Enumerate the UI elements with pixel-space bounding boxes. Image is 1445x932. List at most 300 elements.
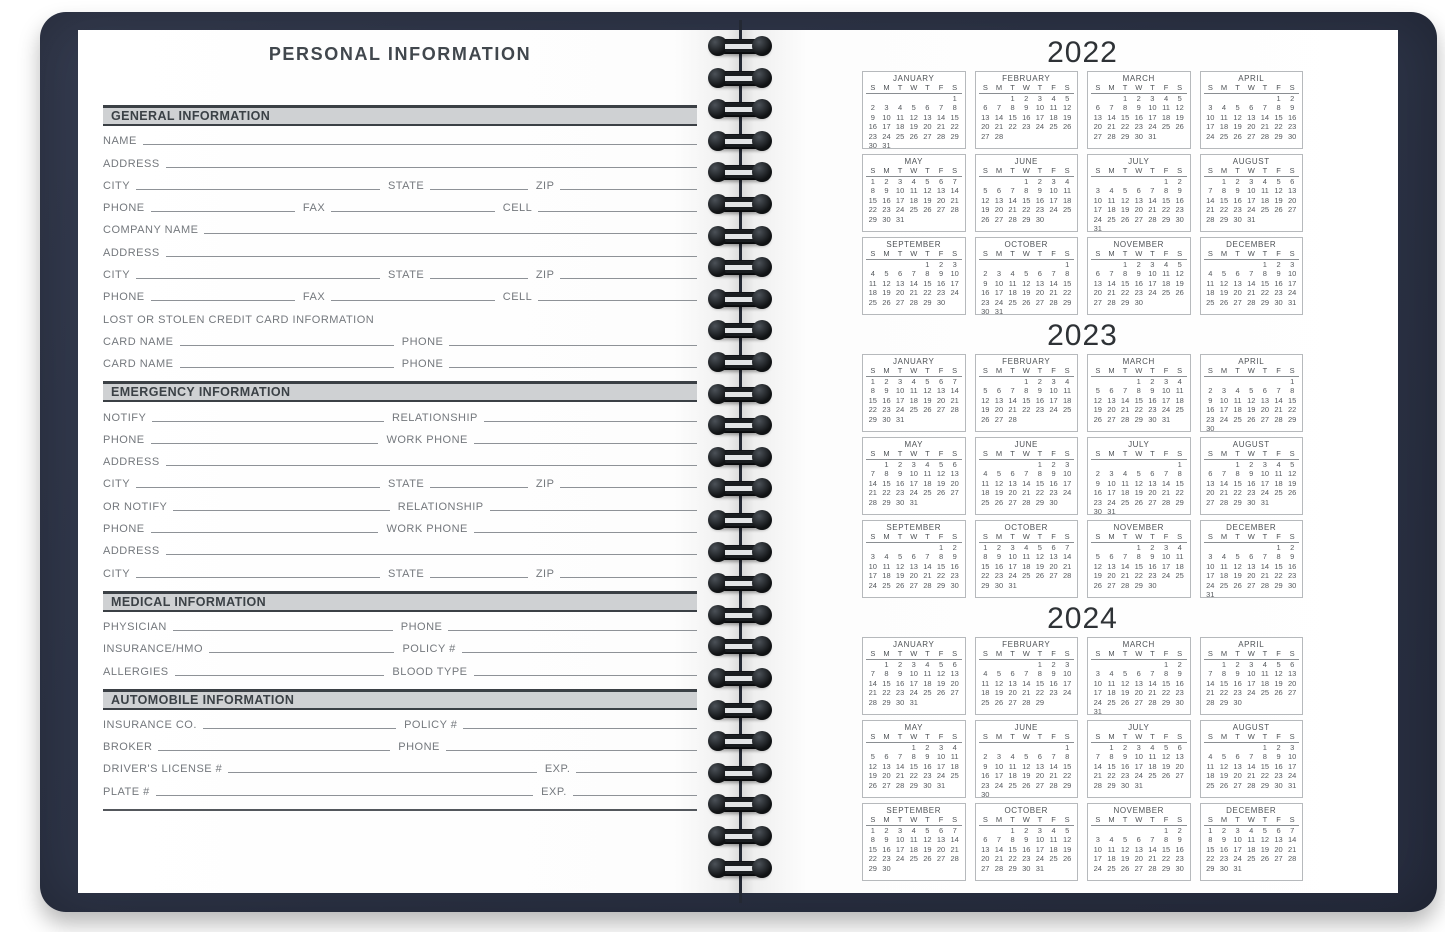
day-number: 14 xyxy=(1049,278,1058,288)
field-label: BLOOD TYPE xyxy=(392,665,468,678)
blank-write-line xyxy=(151,210,295,212)
day-number: 16 xyxy=(1049,678,1058,688)
day-number: 14 xyxy=(950,386,959,396)
coil-wire xyxy=(725,578,755,589)
day-number: 14 xyxy=(1008,195,1017,205)
day-number: 25 xyxy=(1219,131,1229,141)
day-number: 27 xyxy=(994,214,1004,224)
day-number: 28 xyxy=(1022,497,1031,507)
weekday-letter: S xyxy=(1177,366,1183,375)
blank-write-line xyxy=(490,509,697,511)
field-label: CELL xyxy=(502,291,533,304)
day-number: 2 xyxy=(1123,743,1128,752)
day-number: 22 xyxy=(1134,571,1143,581)
day-number: 2 xyxy=(952,543,957,552)
weekday-letter: S xyxy=(1207,83,1213,92)
form-row xyxy=(103,237,697,259)
coil-wire xyxy=(725,799,755,810)
day-number: 3 xyxy=(1150,94,1155,103)
day-number: 20 xyxy=(923,122,932,132)
day-number: 4 xyxy=(1221,103,1227,113)
day-number: 16 xyxy=(1233,195,1242,205)
day-number: 12 xyxy=(895,561,905,571)
field-label: ADDRESS xyxy=(103,157,160,170)
day-number: 20 xyxy=(1134,854,1143,864)
form-row xyxy=(103,656,697,678)
weekday-letter: S xyxy=(1289,83,1295,92)
day-grid xyxy=(1091,260,1187,307)
day-number: 23 xyxy=(1022,854,1031,864)
day-number: 9 xyxy=(1051,669,1056,679)
day-number: 12 xyxy=(1093,395,1102,405)
coil-wire xyxy=(725,136,755,147)
day-number: 7 xyxy=(898,752,903,762)
day-number: 22 xyxy=(1219,688,1229,698)
day-number: 28 xyxy=(1120,414,1130,424)
day-number: 28 xyxy=(1274,414,1283,424)
day-number: 2 xyxy=(1051,460,1056,469)
weekday-letter: F xyxy=(938,166,944,175)
day-number: 13 xyxy=(936,186,946,196)
day-number: 2 xyxy=(983,269,988,279)
day-number: 24 xyxy=(1063,488,1072,498)
day-number: 31 xyxy=(994,307,1004,315)
day-number: 11 xyxy=(1063,186,1072,196)
day-number: 1 xyxy=(1221,177,1227,186)
weekday-letter: T xyxy=(897,815,903,824)
day-number: 29 xyxy=(882,697,891,707)
field-label: ZIP xyxy=(535,567,555,580)
coil-wire xyxy=(725,610,755,621)
day-number: 12 xyxy=(923,186,932,196)
day-number: 2 xyxy=(1177,826,1182,835)
day-number: 30 xyxy=(1049,497,1058,507)
month-calendar xyxy=(1087,637,1191,715)
month-calendar xyxy=(862,437,966,515)
day-number: 8 xyxy=(1010,103,1015,113)
day-number: 22 xyxy=(1175,488,1184,498)
day-number: 2 xyxy=(1235,177,1240,186)
day-number: 26 xyxy=(1134,497,1143,507)
day-number: 8 xyxy=(1262,269,1267,279)
day-number: 7 xyxy=(1150,835,1155,845)
day-number: 4 xyxy=(925,660,930,669)
weekday-letter: F xyxy=(1163,166,1169,175)
day-number: 25 xyxy=(1274,488,1283,498)
month-calendar xyxy=(1087,520,1191,598)
weekday-letter: T xyxy=(897,449,903,458)
day-number: 15 xyxy=(1008,844,1017,854)
day-number: 21 xyxy=(1120,405,1130,415)
day-number: 13 xyxy=(1247,112,1256,122)
weekday-letter: T xyxy=(925,649,930,658)
day-number: 30 xyxy=(882,863,891,873)
day-number: 4 xyxy=(1163,94,1169,103)
weekday-letter: T xyxy=(1262,815,1268,824)
day-number: 8 xyxy=(1235,469,1240,479)
blank-write-line xyxy=(156,794,533,796)
day-number: 4 xyxy=(1177,543,1182,552)
month-calendar xyxy=(862,237,966,315)
day-number: 18 xyxy=(1260,195,1270,205)
day-number: 24 xyxy=(1288,288,1297,298)
day-number: 11 xyxy=(1162,269,1170,279)
day-number: 10 xyxy=(1093,195,1102,205)
weekday-letter: W xyxy=(910,815,918,824)
weekday-letter: T xyxy=(1235,732,1240,741)
day-number: 5 xyxy=(1095,386,1100,396)
day-number: 4 xyxy=(911,177,916,186)
day-number: 7 xyxy=(1163,469,1169,479)
day-number: 1 xyxy=(1290,377,1295,386)
day-number: 23 xyxy=(1035,405,1045,415)
day-number: 10 xyxy=(1035,835,1045,845)
day-number: 23 xyxy=(936,288,946,298)
blank-write-line xyxy=(462,651,697,653)
day-number: 17 xyxy=(950,278,959,288)
day-number: 16 xyxy=(895,478,905,488)
day-number: 25 xyxy=(923,488,932,498)
day-number: 17 xyxy=(994,771,1004,781)
day-number: 9 xyxy=(884,186,889,196)
weekday-letter: T xyxy=(925,83,930,92)
month-name: FEBRUARY xyxy=(1002,357,1051,366)
day-number: 31 xyxy=(895,214,905,224)
weekday-letter: W xyxy=(1247,532,1255,541)
weekday-letter: S xyxy=(1207,366,1213,375)
day-number: 7 xyxy=(1150,186,1155,196)
weekday-letter: W xyxy=(1022,532,1030,541)
field-label: NAME xyxy=(103,135,137,148)
weekday-header xyxy=(866,166,962,177)
day-number: 19 xyxy=(1233,122,1242,132)
weekday-letter: W xyxy=(1135,449,1143,458)
weekday-letter: S xyxy=(1064,732,1070,741)
day-number: 22 xyxy=(882,688,891,698)
day-number: 27 xyxy=(1035,780,1045,790)
form-section xyxy=(103,381,697,580)
weekday-letter: F xyxy=(1276,532,1281,541)
weekday-letter: S xyxy=(1207,166,1213,175)
day-number: 28 xyxy=(950,405,959,415)
day-number: 2 xyxy=(1095,469,1100,479)
day-number: 5 xyxy=(996,669,1002,679)
day-number: 14 xyxy=(1219,478,1229,488)
day-number: 9 xyxy=(996,552,1002,562)
day-number: 26 xyxy=(923,405,932,415)
month-calendar xyxy=(1200,71,1304,149)
day-number: 30 xyxy=(1148,414,1157,424)
day-number: 24 xyxy=(1035,122,1045,132)
day-number: 19 xyxy=(936,678,946,688)
day-number: 26 xyxy=(1161,771,1171,781)
day-number: 26 xyxy=(1120,214,1130,224)
day-number: 3 xyxy=(1037,94,1042,103)
month-calendar xyxy=(975,720,1079,798)
day-number: 28 xyxy=(1247,297,1256,307)
day-number: 7 xyxy=(1024,469,1029,479)
day-number: 3 xyxy=(870,552,875,562)
day-number: 27 xyxy=(895,297,905,307)
weekday-letter: W xyxy=(1247,249,1255,258)
day-number: 7 xyxy=(1024,669,1029,679)
weekday-letter: S xyxy=(1177,649,1183,658)
coil-wire xyxy=(725,641,755,652)
field-label: ZIP xyxy=(535,478,555,491)
day-number: 14 xyxy=(1274,395,1283,405)
day-number: 26 xyxy=(882,297,891,307)
day-number: 13 xyxy=(994,195,1004,205)
day-number: 1 xyxy=(952,94,957,103)
day-number: 18 xyxy=(1161,278,1171,288)
day-number: 10 xyxy=(1206,561,1215,571)
day-number: 10 xyxy=(909,669,918,679)
day-number: 16 xyxy=(981,288,990,298)
section-header: AUTOMOBILE INFORMATION xyxy=(103,689,697,710)
weekday-letter: F xyxy=(938,815,944,824)
day-number: 27 xyxy=(1233,780,1242,790)
day-number: 26 xyxy=(1120,863,1130,873)
weekday-letter: F xyxy=(1163,449,1169,458)
day-number: 26 xyxy=(1274,205,1283,215)
day-number: 7 xyxy=(1095,752,1100,762)
weekday-letter: W xyxy=(910,532,918,541)
weekday-header xyxy=(866,532,962,543)
day-number: 26 xyxy=(994,697,1004,707)
weekday-letter: S xyxy=(1064,366,1070,375)
day-number: 23 xyxy=(882,405,891,415)
weekday-letter: S xyxy=(1095,449,1101,458)
day-number: 17 xyxy=(868,571,877,581)
weekday-letter: S xyxy=(1177,815,1183,824)
day-number: 22 xyxy=(1022,205,1031,215)
day-number: 16 xyxy=(1022,112,1031,122)
day-number: 28 xyxy=(1093,780,1102,790)
day-number: 14 xyxy=(1260,112,1270,122)
day-number: 10 xyxy=(1093,678,1102,688)
day-number: 27 xyxy=(1247,131,1256,141)
blank-write-line xyxy=(166,255,697,257)
day-number: 20 xyxy=(1107,405,1116,415)
day-number: 5 xyxy=(1177,260,1182,269)
day-number: 17 xyxy=(1063,478,1072,488)
weekday-letter: T xyxy=(1150,366,1155,375)
coil-wire xyxy=(725,104,755,115)
day-number: 3 xyxy=(938,743,944,752)
field-label: OR NOTIFY xyxy=(103,500,168,513)
weekday-letter: S xyxy=(870,366,876,375)
page-title: PERSONAL INFORMATION xyxy=(268,44,532,64)
day-number: 31 xyxy=(1260,497,1270,507)
day-number: 29 xyxy=(1120,131,1130,141)
day-number: 16 xyxy=(1035,195,1045,205)
form-row xyxy=(103,491,697,513)
weekday-letter: W xyxy=(1247,732,1255,741)
day-number: 9 xyxy=(1150,386,1155,396)
year-block-2022 xyxy=(862,36,1303,315)
day-number: 19 xyxy=(895,571,905,581)
day-number: 16 xyxy=(994,561,1004,571)
day-number: 6 xyxy=(1037,752,1042,762)
day-number: 22 xyxy=(981,571,990,581)
weekday-letter: T xyxy=(897,649,903,658)
spiral-coil xyxy=(710,323,770,338)
day-number: 15 xyxy=(1035,678,1045,688)
day-number: 21 xyxy=(1022,488,1031,498)
field-label: FAX xyxy=(302,291,326,304)
day-number: 25 xyxy=(1049,122,1058,132)
form-row xyxy=(103,349,697,371)
day-number: 11 xyxy=(1107,844,1116,854)
day-number: 23 xyxy=(1274,771,1283,781)
weekday-letter: S xyxy=(1177,249,1183,258)
day-number: 6 xyxy=(1177,743,1182,752)
weekday-letter: T xyxy=(1150,732,1155,741)
day-number: 15 xyxy=(1161,195,1171,205)
day-number: 17 xyxy=(909,478,918,488)
day-number: 24 xyxy=(936,771,946,781)
weekday-letter: W xyxy=(1135,249,1143,258)
field-label: CITY xyxy=(103,567,131,580)
day-number: 20 xyxy=(1148,488,1157,498)
day-number: 16 xyxy=(868,122,877,132)
day-number: 10 xyxy=(1161,552,1171,562)
weekday-letter: S xyxy=(1064,532,1070,541)
day-number: 7 xyxy=(1208,669,1213,679)
day-number: 31 xyxy=(1093,707,1102,715)
day-number: 9 xyxy=(870,112,875,122)
day-number: 14 xyxy=(1247,278,1256,288)
day-number: 29 xyxy=(1063,780,1072,790)
day-number: 22 xyxy=(1008,854,1017,864)
form-row xyxy=(103,447,697,469)
weekday-letter: F xyxy=(1051,532,1056,541)
blank-write-line xyxy=(180,344,394,346)
day-number: 27 xyxy=(1093,131,1102,141)
day-number: 7 xyxy=(1109,269,1114,279)
day-number: 15 xyxy=(1260,761,1270,771)
day-number: 10 xyxy=(1049,386,1058,396)
day-number: 7 xyxy=(1208,186,1213,196)
day-number: 30 xyxy=(1175,214,1184,224)
day-number: 10 xyxy=(1206,112,1215,122)
day-number: 3 xyxy=(1095,186,1100,196)
day-number: 28 xyxy=(868,697,877,707)
day-number: 26 xyxy=(1175,122,1184,132)
day-number: 1 xyxy=(1262,260,1267,269)
coil-wire xyxy=(725,199,755,210)
month-name: MAY xyxy=(904,723,924,732)
day-number: 6 xyxy=(1051,543,1056,552)
day-number: 15 xyxy=(1022,195,1031,205)
day-number: 29 xyxy=(936,580,946,590)
weekday-letter: F xyxy=(1276,449,1281,458)
coil-wire xyxy=(725,452,755,463)
day-grid xyxy=(866,460,962,507)
month-calendar xyxy=(1087,803,1191,881)
day-number: 8 xyxy=(1163,669,1169,679)
day-number: 6 xyxy=(1208,469,1213,479)
day-number: 9 xyxy=(898,469,903,479)
day-number: 22 xyxy=(882,488,891,498)
months-grid xyxy=(862,354,1303,598)
day-number: 15 xyxy=(1120,278,1130,288)
day-number: 21 xyxy=(895,771,905,781)
day-number: 1 xyxy=(1010,94,1015,103)
day-number: 21 xyxy=(1161,488,1171,498)
day-number: 27 xyxy=(1247,580,1256,590)
blank-write-line xyxy=(203,727,396,729)
day-number: 23 xyxy=(1175,854,1184,864)
day-number: 30 xyxy=(1247,497,1256,507)
coil-wire xyxy=(725,357,755,368)
day-number: 12 xyxy=(1247,395,1256,405)
month-calendar xyxy=(1200,803,1304,881)
weekday-letter: T xyxy=(1262,449,1268,458)
day-number: 23 xyxy=(923,771,932,781)
day-number: 24 xyxy=(882,131,891,141)
form-row xyxy=(103,732,697,754)
spiral-coil xyxy=(710,545,770,560)
day-number: 7 xyxy=(1249,269,1254,279)
day-number: 27 xyxy=(936,405,946,415)
day-number: 23 xyxy=(895,688,905,698)
day-number: 4 xyxy=(870,269,875,279)
day-number: 12 xyxy=(882,278,891,288)
day-number: 13 xyxy=(1008,678,1017,688)
day-number: 22 xyxy=(1161,688,1171,698)
day-number: 8 xyxy=(1177,469,1182,479)
day-number: 25 xyxy=(1120,497,1130,507)
day-number: 24 xyxy=(1093,863,1102,873)
day-number: 5 xyxy=(1235,103,1240,113)
weekday-letter: T xyxy=(1010,249,1015,258)
day-number: 10 xyxy=(1063,669,1072,679)
day-number: 9 xyxy=(884,386,889,396)
day-number: 19 xyxy=(981,405,990,415)
day-number: 29 xyxy=(1035,697,1045,707)
day-number: 7 xyxy=(1262,103,1267,113)
blank-write-line xyxy=(538,299,697,301)
field-label: INSURANCE CO. xyxy=(103,718,197,731)
day-number: 12 xyxy=(1063,835,1072,845)
day-number: 16 xyxy=(981,771,990,781)
weekday-letter: T xyxy=(925,532,930,541)
day-number: 2 xyxy=(1276,743,1281,752)
month-calendar xyxy=(975,71,1079,149)
day-number: 21 xyxy=(1247,771,1256,781)
day-number: 8 xyxy=(1208,835,1213,845)
day-number: 8 xyxy=(1136,386,1141,396)
weekday-letter: S xyxy=(982,449,988,458)
day-number: 15 xyxy=(1063,278,1072,288)
day-number: 5 xyxy=(996,469,1002,479)
day-number: 30 xyxy=(1219,863,1229,873)
weekday-letter: T xyxy=(925,366,930,375)
blank-write-line xyxy=(173,629,393,631)
weekday-letter: M xyxy=(883,166,890,175)
day-number: 17 xyxy=(1035,844,1045,854)
day-number: 2 xyxy=(983,752,988,762)
day-number: 15 xyxy=(909,761,918,771)
weekday-letter: W xyxy=(1022,649,1030,658)
day-number: 15 xyxy=(1274,561,1283,571)
day-number: 23 xyxy=(1035,205,1045,215)
weekday-letter: S xyxy=(1207,249,1213,258)
weekday-letter: S xyxy=(1289,732,1295,741)
day-number: 18 xyxy=(1161,112,1171,122)
blank-write-line xyxy=(560,188,697,190)
